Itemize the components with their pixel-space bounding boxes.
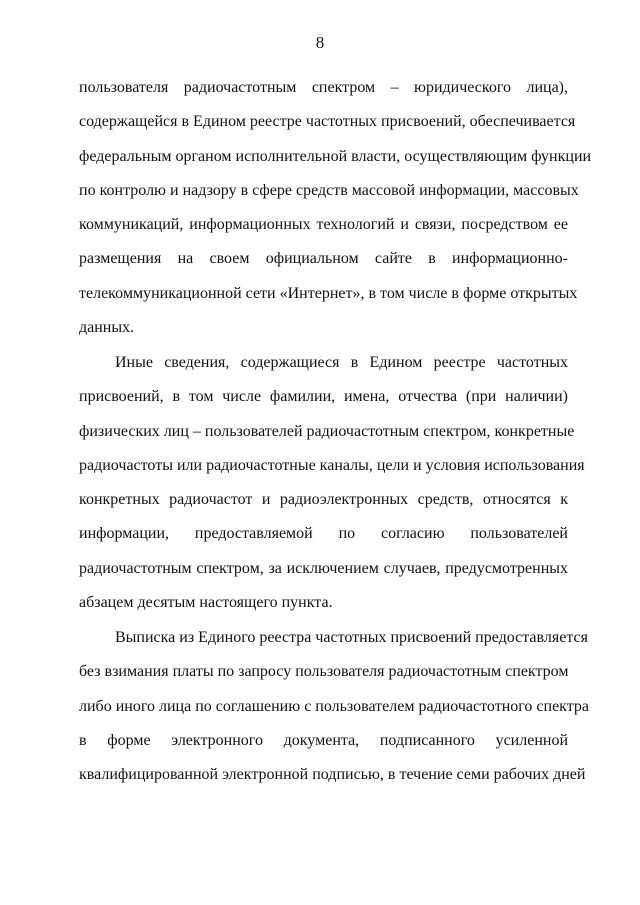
paragraph-3 [79,621,590,792]
text-line: Иные сведения, содержащиеся в Едином реестре частотных [115,354,568,371]
text-line: по контролю и надзору в сфере средств массовой информации, массовых [79,181,579,199]
text-line: в форме электронного документа, подписанного усиленной [79,731,568,749]
text-line: Выписка из Единого реестра частотных присвоений предоставляется [115,629,588,646]
text-line: радиочастотным спектром, за исключением случаев, предусмотренных [79,559,568,577]
text-line: телекоммуникационной сети «Интернет», в том числе в форме открытых [79,284,578,302]
text-line: без взимания платы по запросу пользователя радиочастотным спектром [79,663,569,681]
text-line: информации, предоставляемой по согласию пользователей [79,525,568,543]
paragraph-1 [79,71,592,345]
text-line: содержащейся в Едином реестре частотных присвоений, обеспечивается [79,113,576,131]
text-line: квалифицированной электронной подписью, в течение семи рабочих дней [79,766,586,784]
page-number: 8 [315,33,325,52]
text-line: размещения на своем официальном сайте в информационно- [79,250,568,268]
text-line: радиочастоты или радиочастотные каналы, цели и условия использования [79,456,585,474]
text-line: либо иного лица по соглашению с пользователем радиочастотного спектра [79,697,590,715]
text-line: федеральным органом исполнительной власти, осуществляющим функции [79,147,592,165]
text-line: абзацем десятым настоящего пункта. [79,594,333,612]
text-line: физических лиц – пользователей радиочастотным спектром, конкретные [79,422,575,440]
text-line: данных. [79,319,135,337]
text-line: присвоений, в том числе фамилии, имена, отчества (при наличии) [79,388,568,406]
text-line: конкретных радиочастот и радиоэлектронных средств, относятся к [79,491,568,509]
text-line: коммуникаций, информационных технологий и связи, посредством ее [79,216,568,234]
paragraph-2 [79,346,585,620]
text-line: пользователя радиочастотным спектром – юридического лица), [79,79,568,96]
